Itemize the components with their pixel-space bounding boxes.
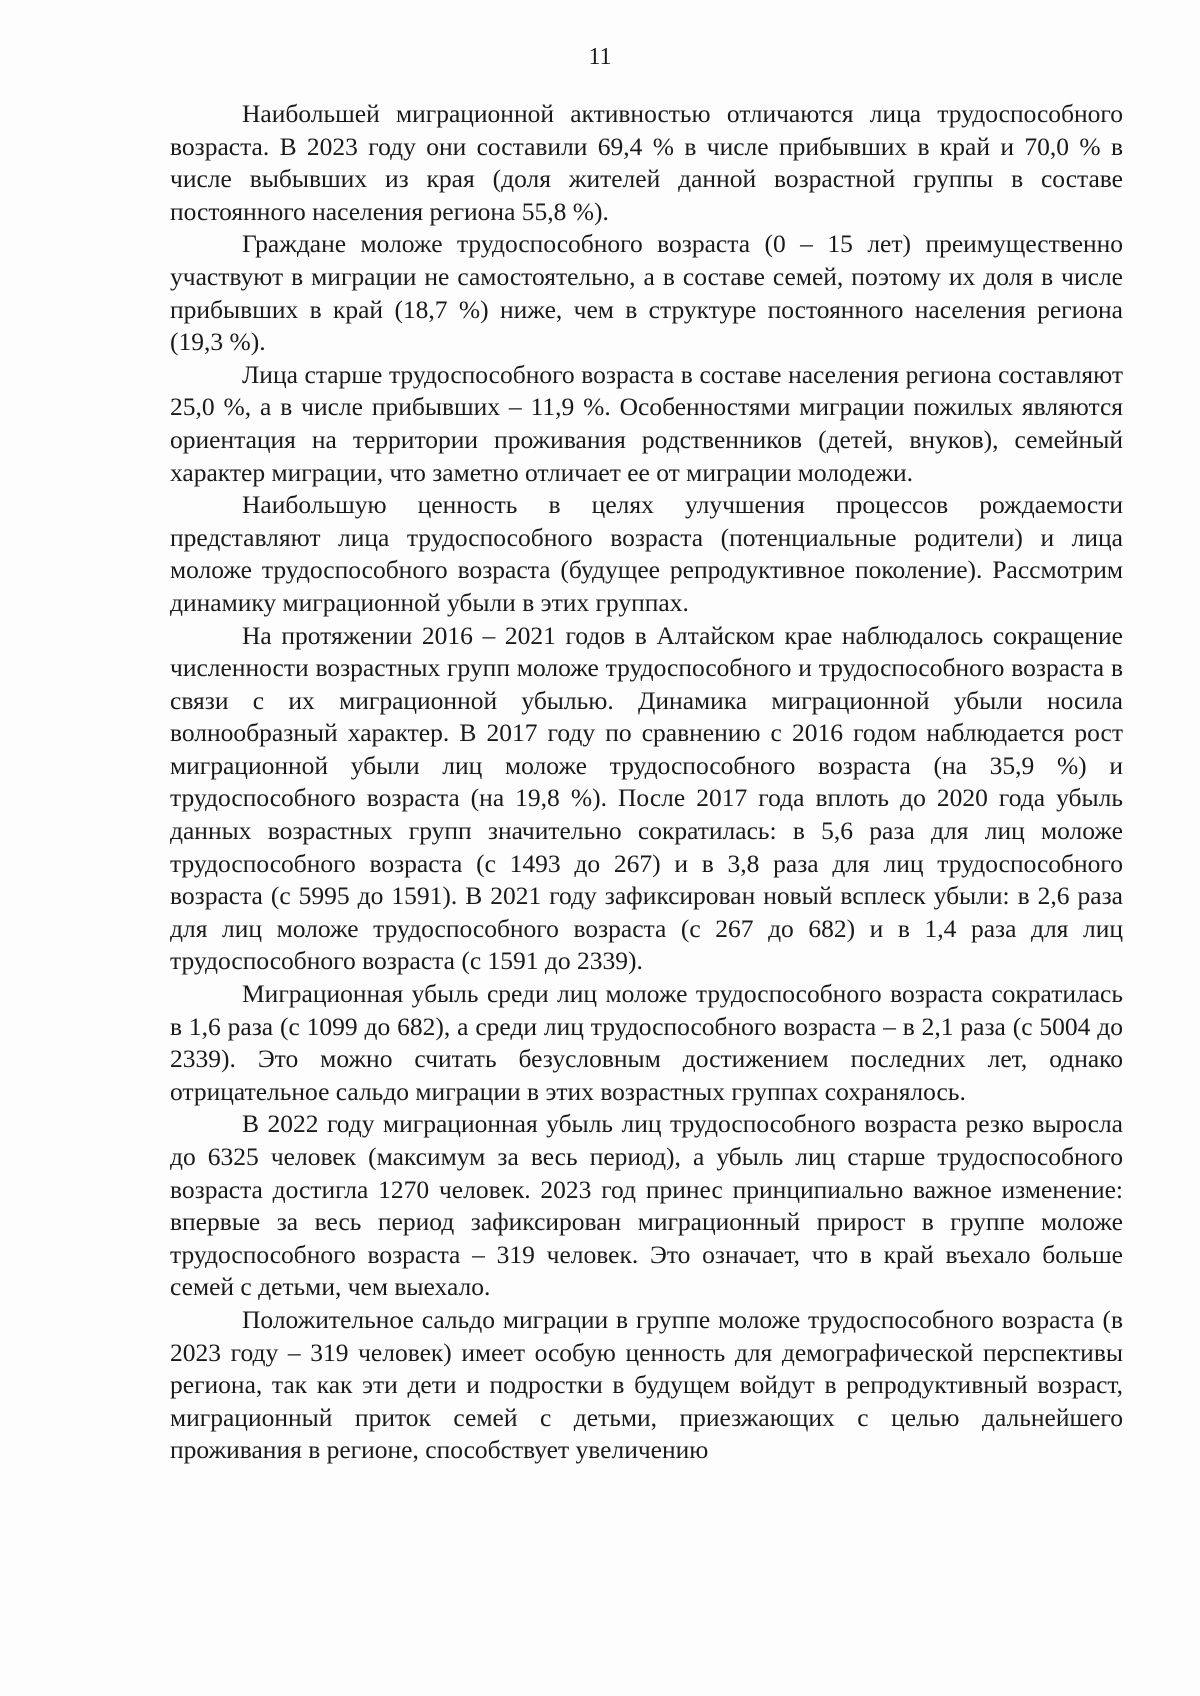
paragraph-5: На протяжении 2016 – 2021 годов в Алтайском крае наблюдалось сокращение численности возрастных групп моложе трудоспособного и трудоспособного возраста в связи с их миграционной убылью. Динамика миграционной убыли носила волнообразный характер. В 2017 году по сравнению с 2016 годом наблюдается рост миграционной убыли лиц моложе трудоспособного возраста (на 35,9 %) и трудоспособного возраста (на 19,8 %). После 2017 года вплоть до 2020 года убыль данных возрастных групп значительно сократилась: в 5,6 раза для лиц моложе трудоспособного возраста (с 1493 до 267) и в 3,8 раза для лиц трудоспособного возраста (с 5995 до 1591). В 2021 году зафиксирован новый всплеск убыли: в 2,6 раза для лиц моложе трудоспособного возраста (с 267 до 682) и в 1,4 раза для лиц трудоспособного возраста (с 1591 до 2339).: [170, 620, 1123, 976]
paragraph-1: Наибольшей миграционной активностью отличаются лица трудоспособного возраста. В 2023 году они составили 69,4 % в числе прибывших в край и 70,0 % в числе выбывших из края (доля жителей данной возрастной группы в составе постоянного населения региона 55,8 %).: [170, 99, 1123, 226]
paragraph-7: В 2022 году миграционная убыль лиц трудоспособного возраста резко выросла до 6325 человек (максимум за весь период), а убыль лиц старше трудоспособного возраста достигла 1270 человек. 2023 год принес принципиально важное изменение: впервые за весь период зафиксирован миграционный прирост в группе моложе трудоспособного возраста – 319 человек. Это означает, что в край въехало больше семей с детьми, чем выехало.: [170, 1109, 1123, 1302]
text-body: [170, 98, 1123, 1467]
paragraph-8: Положительное сальдо миграции в группе моложе трудоспособного возраста (в 2023 году – 319 человек) имеет особую ценность для демографической перспективы региона, так как эти дети и подростки в будущем войдут в репродуктивный возраст, миграционный приток семей с детьми, приезжающих с целью дальнейшего проживания в регионе, способствует увеличению: [170, 1304, 1123, 1465]
paragraph-2: Граждане моложе трудоспособного возраста (0 – 15 лет) преимущественно участвуют в миграции не самостоятельно, а в составе семей, поэтому их доля в числе прибывших в край (18,7 %) ниже, чем в структуре постоянного населения региона (19,3 %).: [170, 229, 1123, 357]
paragraph-4: Наибольшую ценность в целях улучшения процессов рождаемости представляют лица трудоспособного возраста (потенциальные родители) и лица моложе трудоспособного возраста (будущее репродуктивное поколение). Рассмотрим динамику миграционной убыли в этих группах.: [170, 490, 1123, 617]
paragraph-6: Миграционная убыль среди лиц моложе трудоспособного возраста сократилась в 1,6 раза (с 1099 до 682), а среди лиц трудоспособного возраста – в 2,1 раза (с 5004 до 2339). Это можно считать безусловным достижением последних лет, однако отрицательное сальдо миграции в этих возрастных группах сохранялось.: [170, 979, 1123, 1106]
paragraph-3: Лица старше трудоспособного возраста в составе населения региона составляют 25,0 %, а в числе прибывших – 11,9 %. Особенностями миграции пожилых являются ориентация на территории проживания родственников (детей, внуков), семейный характер миграции, что заметно отличает ее от миграции молодежи.: [170, 359, 1123, 487]
page-number: 11: [588, 44, 612, 70]
